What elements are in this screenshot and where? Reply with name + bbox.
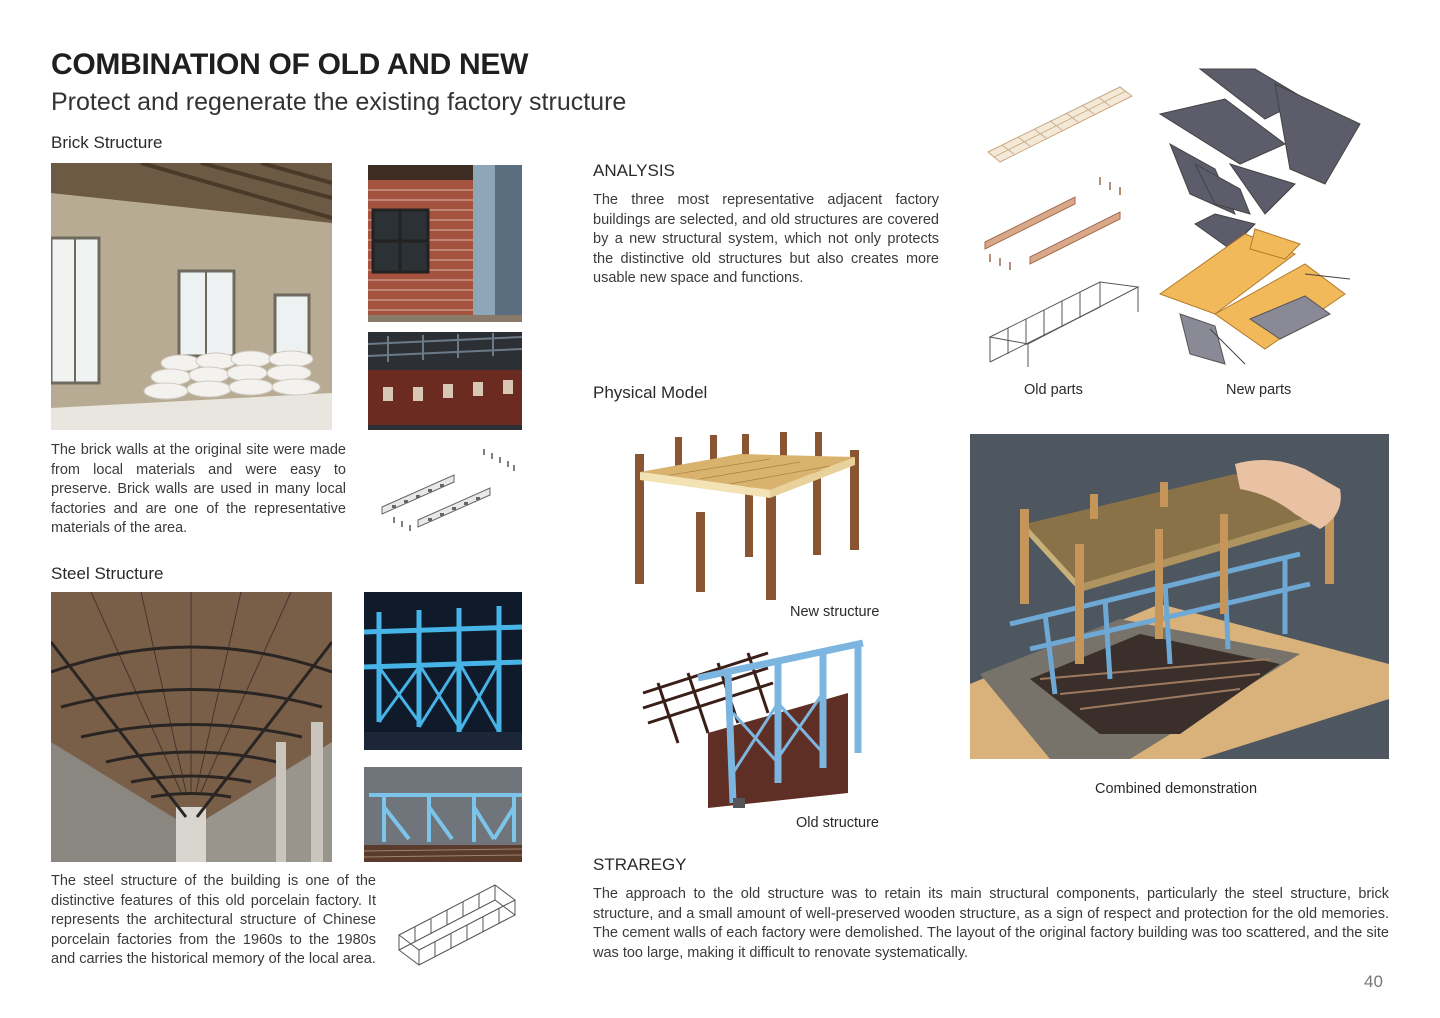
brick-heading: Brick Structure bbox=[51, 133, 163, 152]
steel-heading: Steel Structure bbox=[51, 564, 164, 583]
new-parts-label: New parts bbox=[1226, 382, 1292, 398]
combined-demonstration-photo bbox=[970, 434, 1389, 759]
page-number: 40 bbox=[1364, 972, 1383, 991]
strategy-heading: STRAREGY bbox=[593, 855, 687, 874]
old-structure-label: Old structure bbox=[796, 815, 879, 831]
old-parts-label: Old parts bbox=[1024, 382, 1083, 398]
combined-demonstration-label: Combined demonstration bbox=[1095, 781, 1258, 797]
page-subtitle: Protect and regenerate the existing factory structure bbox=[51, 88, 627, 116]
brick-interior-photo bbox=[51, 163, 332, 430]
old-parts-diagram bbox=[980, 82, 1140, 372]
page-title: COMBINATION OF OLD AND NEW bbox=[51, 48, 529, 81]
new-structure-label: New structure bbox=[790, 604, 880, 620]
analysis-heading: ANALYSIS bbox=[593, 161, 675, 180]
brick-description: The brick walls at the original site were made from local materials and were easy to preserve. Brick walls are used in many local factories and are one of the representative materials of the area. bbox=[51, 442, 346, 536]
brick-wall-diagram bbox=[378, 445, 520, 535]
new-parts-diagram bbox=[1155, 64, 1365, 374]
steel-model-photo bbox=[364, 592, 522, 750]
brick-model-photo bbox=[368, 332, 522, 430]
steel-description: The steel structure of the building is one of the distinctive features of this old porcelain factory. It represents the architectural structure of Chinese porcelain factories from the 1960s to the 1980s and carries the historical memory of the local area. bbox=[51, 873, 376, 967]
physical-model-heading: Physical Model bbox=[593, 383, 708, 402]
strategy-description: The approach to the old structure was to retain its main structural components, particularly the steel structure, brick structure, and a small amount of well-preserved wooden structure, as a sign of respect and protection for the old memories. The cement walls of each factory were demolished. The layout of the original factory building was too scattered, and the site was too large, making it difficult to renovate systematically. bbox=[593, 886, 1389, 961]
steel-interior-photo bbox=[51, 592, 332, 862]
steel-truss-photo bbox=[364, 767, 522, 862]
analysis-description: The three most representative adjacent factory buildings are selected, and old structures are covered by a new structural system, which not only protects the distinctive old structures but also creates more usable new space and functions. bbox=[593, 192, 939, 286]
brick-wall-photo bbox=[368, 165, 522, 322]
steel-frame-diagram bbox=[395, 880, 520, 968]
old-structure-model bbox=[638, 633, 864, 813]
new-structure-model bbox=[630, 432, 860, 602]
